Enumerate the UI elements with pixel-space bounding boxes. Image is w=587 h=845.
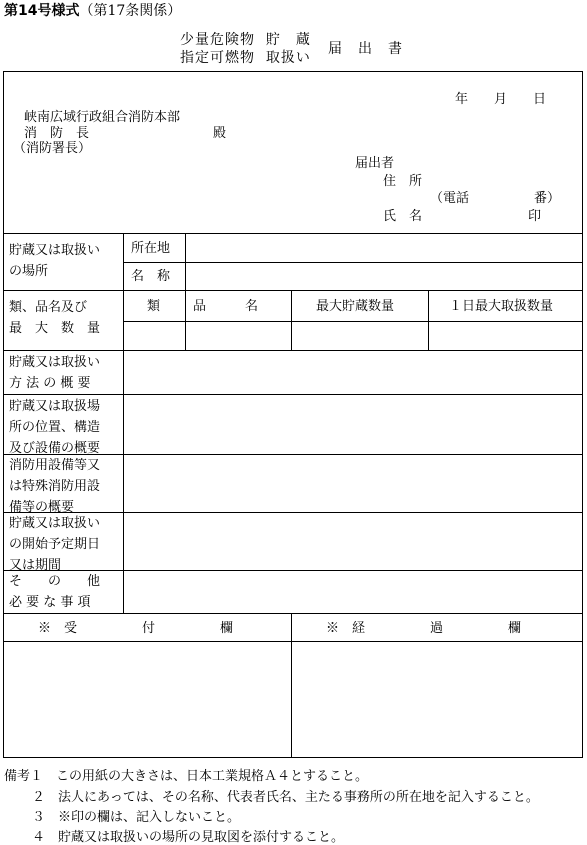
note-3: ３ ※印の欄は、記入しないこと。 <box>32 810 241 825</box>
rule-item-column <box>291 290 292 350</box>
rule-sub-label-column <box>185 233 186 350</box>
note-2: ２ 法人にあっては、その名称、代表者氏名、主たる事務所の所在地を記入すること。 <box>32 790 539 805</box>
rule-category-sub <box>123 321 583 322</box>
rule-storage-column <box>428 290 429 350</box>
note-4: ４ 貯蔵又は取扱いの場所の見取図を添付すること。 <box>32 830 345 845</box>
addressee-line1: 峡南広域行政組合消防本部 <box>24 110 181 125</box>
note-1: 備考１ この用紙の大きさは、日本工業規格Ａ４とすること。 <box>4 769 369 784</box>
rule-method <box>3 350 583 351</box>
title-suffix: 届 出 書 <box>328 41 403 57</box>
facility-label: 貯蔵又は取扱場 所の位置、構造 及び設備の概要 <box>9 399 101 456</box>
col-max-storage-header: 最大貯蔵数量 <box>316 299 395 314</box>
location-label: 所在地 <box>131 241 171 256</box>
applicant-label: 届出者 <box>355 156 395 171</box>
rule-place <box>3 233 583 234</box>
category-label: 類、品名及び 最 大 数 量 <box>9 300 101 336</box>
rule-facility <box>3 394 583 395</box>
honorific: 殿 <box>213 126 227 141</box>
form-number: 第14号様式（第17条関係） <box>4 3 182 19</box>
other-label: そ の 他 必 要 な 事 項 <box>9 574 101 610</box>
name-label: 氏 名 <box>383 209 423 224</box>
title-line2: 指定可燃物 取扱い <box>180 50 311 66</box>
rule-label-column <box>123 233 124 613</box>
col-item-header: 品 名 <box>193 299 259 314</box>
firefighting-label: 消防用設備等又 は特殊消防用設 備等の概要 <box>9 458 101 515</box>
reception-header: ※ 受 付 欄 <box>38 621 234 636</box>
rule-category <box>3 290 583 291</box>
col-daily-max-header: １日最大取扱数量 <box>449 299 554 314</box>
seal-mark: 印 <box>528 209 542 224</box>
place-label: 貯蔵又は取扱い の場所 <box>9 243 101 279</box>
addressee-line3: （消防署長） <box>13 141 92 156</box>
schedule-label: 貯蔵又は取扱い の開始予定期日 又は期間 <box>9 516 101 573</box>
facility-name-label: 名 称 <box>131 269 171 284</box>
address-label: 住 所 <box>383 174 423 189</box>
date-field: 年 月 日 <box>455 92 547 107</box>
method-label: 貯蔵又は取扱い 方 法 の 概 要 <box>9 355 101 391</box>
rule-location <box>123 262 583 263</box>
addressee-line2: 消 防 長 <box>24 126 90 141</box>
rule-footer-split <box>291 613 292 758</box>
title-line1: 少量危険物 貯 蔵 <box>180 32 311 48</box>
progress-header: ※ 経 過 欄 <box>326 621 522 636</box>
col-class-header: 類 <box>147 299 161 314</box>
rule-footer-header <box>3 641 583 642</box>
rule-footer-top <box>3 613 583 614</box>
phone-label: （電話 番） <box>430 191 561 206</box>
